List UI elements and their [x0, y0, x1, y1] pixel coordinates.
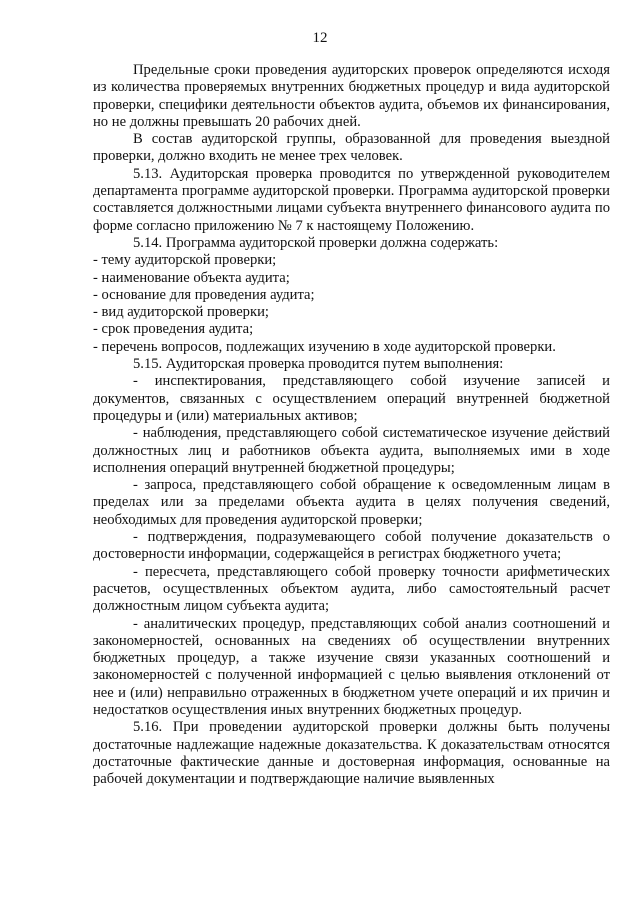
paragraph: - аналитических процедур, представляющих собой анализ соотношений и закономерностей, основанных на сведениях об осуществлении внутренних бюджетных процедур, а также изучение связи указанных соотношений и закономерностей с полученной информацией с целью выявления отклонений от нее и (или) неправильно отраженных в бюджетном учете операций и их причин и недостатков осуществления иных внутренних бюджетных процедур. [93, 615, 610, 718]
paragraph: - пересчета, представляющего собой проверку точности арифметических расчетов, осуществленных объектом аудита, либо самостоятельный расчет должностным лицом субъекта аудита; [93, 563, 610, 615]
paragraph: - запроса, представляющего собой обращение к осведомленным лицам в пределах или за пределами объекта аудита в целях получения сведений, необходимых для проведения аудиторской проверки; [93, 477, 610, 528]
paragraph: В состав аудиторской группы, образованной для проведения выездной проверки, должно входить не менее трех человек. [93, 131, 610, 165]
list-item: - наименование объекта аудита; [93, 269, 290, 286]
list-item: - тему аудиторской проверки; [93, 252, 277, 269]
paragraph: 5.16. При проведении аудиторской проверки должны быть получены достаточные надлежащие надежные доказательства. К доказательствам относятся достаточные фактические данные и достоверная информация, основанные на рабочей документации и подтверждающие наличие выявленных [93, 719, 610, 788]
paragraph: - подтверждения, подразумевающего собой получение доказательств о достоверности информации, содержащейся в регистрах бюджетного учета; [93, 529, 610, 563]
list-item: - вид аудиторской проверки; [93, 304, 269, 321]
paragraph: 5.15. Аудиторская проверка проводится путем выполнения: [133, 356, 504, 373]
paragraph: 5.14. Программа аудиторской проверки должна содержать: [133, 234, 499, 251]
paragraph: - инспектирования, представляющего собой изучение записей и документов, связанных с осуществлением операций внутренней бюджетной процедуры и (или) материальных активов; [93, 373, 610, 424]
page-number: 12 [312, 30, 328, 46]
list-item: - срок проведения аудита; [93, 321, 254, 338]
paragraph: Предельные сроки проведения аудиторских проверок определяются исходя из количества проверяемых внутренних бюджетных процедур и вида аудиторской проверки, специфики деятельности объектов аудита, объемов их финансирования, но не должны превышать 20 рабочих дней. [93, 62, 610, 130]
paragraph: 5.13. Аудиторская проверка проводится по утвержденной руководителем департамента программе аудиторской проверки. Программа аудиторской проверки составляется должностными лицами субъекта внутреннего финансового аудита по форме согласно приложению № 7 к настоящему Положению. [93, 165, 610, 234]
list-item: - перечень вопросов, подлежащих изучению в ходе аудиторской проверки. [93, 338, 556, 355]
list-item: - основание для проведения аудита; [93, 286, 315, 303]
paragraph: - наблюдения, представляющего собой систематическое изучение действий должностных лиц и работников объекта аудита, выполняемых ими в ходе исполнения операций внутренней бюджетной процедуры; [93, 425, 610, 476]
document-body [93, 62, 610, 788]
